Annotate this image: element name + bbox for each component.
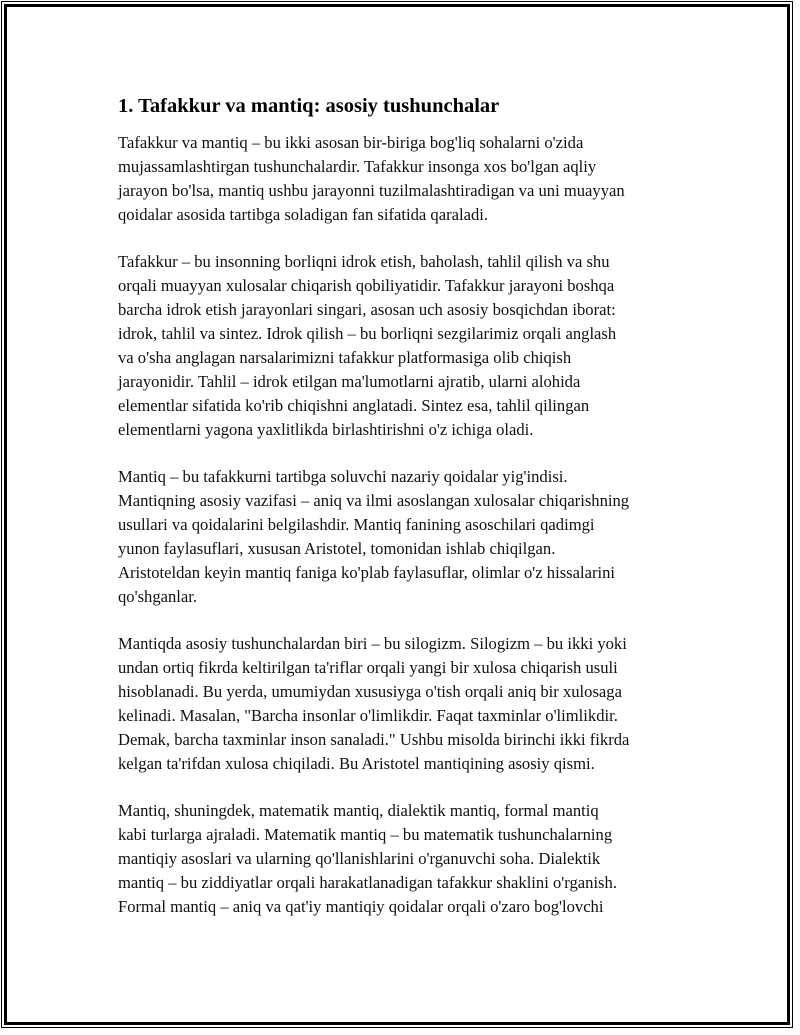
text-line: Mantiq, shuningdek, matematik mantiq, dialektik mantiq, formal mantiq xyxy=(118,801,599,820)
text-line: mantiqiy asoslari va ularning qo'llanishlarini o'rganuvchi soha. Dialektik xyxy=(118,849,601,868)
text-line: mujassamlashtirgan tushunchalardir. Tafakkur insonga xos bo'lgan aqliy xyxy=(118,157,597,176)
paragraph-2 xyxy=(118,250,718,442)
text-line: idrok, tahlil va sintez. Idrok qilish – bu borliqni sezgilarimiz orqali anglash xyxy=(118,324,617,343)
paragraph-3 xyxy=(118,465,718,609)
text-line: Mantiqning asosiy vazifasi – aniq va ilmi asoslangan xulosalar chiqarishning xyxy=(118,491,630,510)
text-line: mantiq – bu ziddiyatlar orqali harakatlanadigan tafakkur shaklini o'rganish. xyxy=(118,873,617,892)
text-line: yunon faylasuflari, xususan Aristotel, tomonidan ishlab chiqilgan. xyxy=(118,539,556,558)
text-line: elementlarni yagona yaxlitlikda birlashtirishni o'z ichiga oladi. xyxy=(118,420,534,439)
text-line: barcha idrok etish jarayonlari singari, asosan uch asosiy bosqichdan iborat: xyxy=(118,300,616,319)
text-line: Tafakkur va mantiq – bu ikki asosan bir-biriga bog'liq sohalarni o'zida xyxy=(118,133,584,152)
text-line: qoidalar asosida tartibga soladigan fan sifatida qaraladi. xyxy=(118,205,488,224)
text-line: undan ortiq fikrda keltirilgan ta'riflar orqali yangi bir xulosa chiqarish usuli xyxy=(118,658,618,677)
text-line: Demak, barcha taxminlar inson sanaladi." Ushbu misolda birinchi ikki fikrda xyxy=(118,730,630,749)
text-line: kelgan ta'rifdan xulosa chiqiladi. Bu Aristotel mantiqining asosiy qismi. xyxy=(118,754,595,773)
section-heading: 1. Tafakkur va mantiq: asosiy tushunchalar xyxy=(118,95,500,117)
text-line: jarayon bo'lsa, mantiq ushbu jarayonni tuzilmalashtiradigan va uni muayyan xyxy=(118,181,625,200)
text-line: orqali muayyan xulosalar chiqarish qobiliyatidir. Tafakkur jarayoni boshqa xyxy=(118,276,615,295)
text-line: Tafakkur – bu insonning borliqni idrok etish, baholash, tahlil qilish va shu xyxy=(118,252,610,271)
text-line: usullari va qoidalarini belgilashdir. Mantiq fanining asoschilari qadimgi xyxy=(118,515,595,534)
text-line: Aristoteldan keyin mantiq faniga ko'plab faylasuflar, olimlar o'z hissalarini xyxy=(118,563,615,582)
text-line: kelinadi. Masalan, "Barcha insonlar o'limlikdir. Faqat taxminlar o'limlikdir. xyxy=(118,706,618,725)
text-line: jarayonidir. Tahlil – idrok etilgan ma'lumotlarni ajratib, ularni alohida xyxy=(118,372,581,391)
text-line: hisoblanadi. Bu yerda, umumiydan xususiyga o'tish orqali aniq bir xulosaga xyxy=(118,682,622,701)
text-line: va o'sha anglagan narsalarimizni tafakkur platformasiga olib chiqish xyxy=(118,348,572,367)
text-line: Formal mantiq – aniq va qat'iy mantiqiy qoidalar orqali o'zaro bog'lovchi xyxy=(118,897,604,916)
text-line: kabi turlarga ajraladi. Matematik mantiq – bu matematik tushunchalarning xyxy=(118,825,613,844)
text-line: qo'shganlar. xyxy=(118,587,198,606)
text-line: Mantiqda asosiy tushunchalardan biri – bu silogizm. Silogizm – bu ikki yoki xyxy=(118,634,627,653)
paragraph-5 xyxy=(118,799,718,919)
text-line: Mantiq – bu tafakkurni tartibga soluvchi nazariy qoidalar yig'indisi. xyxy=(118,467,568,486)
document-body xyxy=(118,93,718,942)
text-line: elementlar sifatida ko'rib chiqishni anglatadi. Sintez esa, tahlil qilingan xyxy=(118,396,590,415)
paragraph-4 xyxy=(118,632,718,776)
paragraph-1 xyxy=(118,131,718,227)
